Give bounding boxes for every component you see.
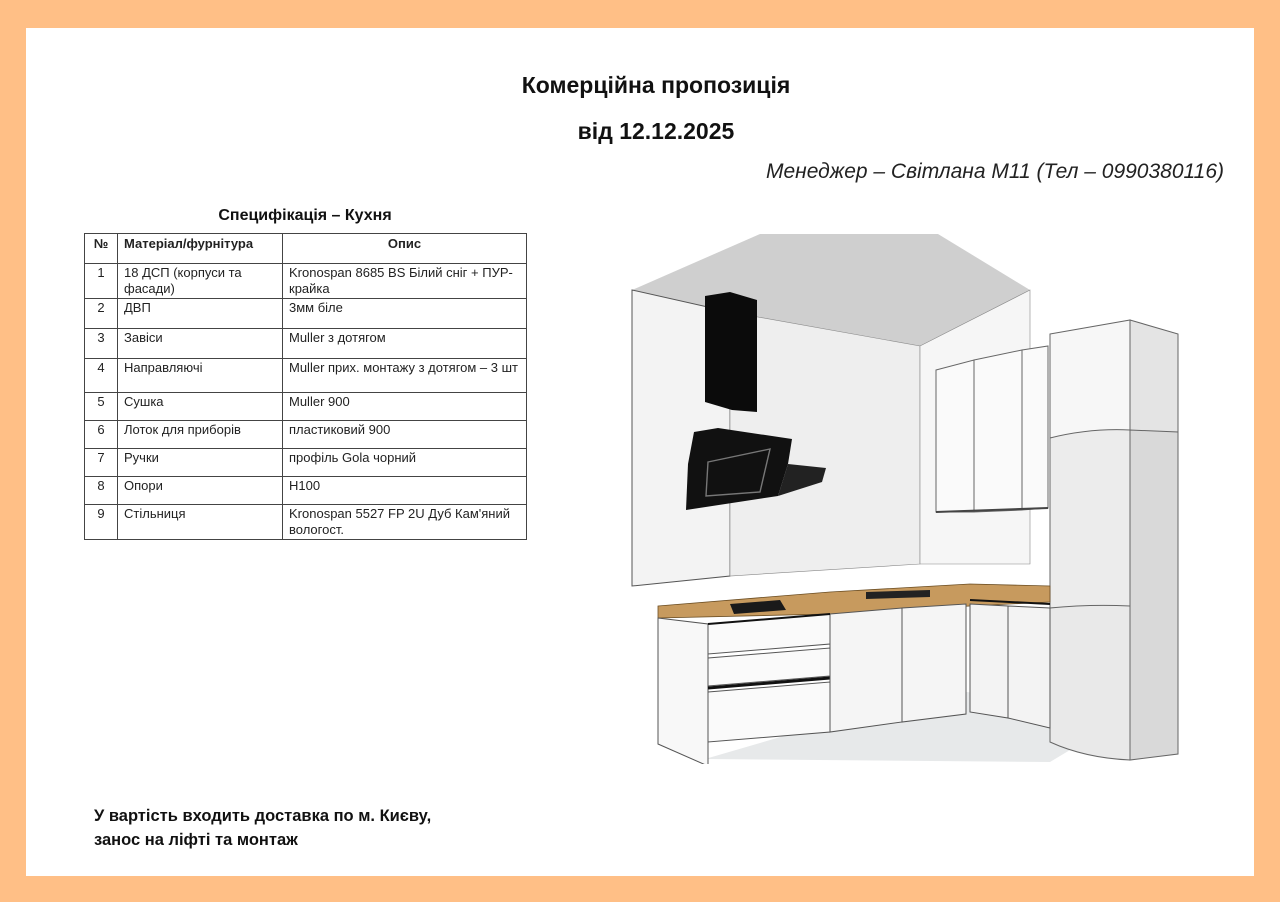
table-row [85, 299, 527, 329]
spec-table [84, 233, 527, 540]
row-material: Направляючі [118, 359, 283, 393]
col-description-header: Опис [283, 234, 527, 264]
manager-contact: Менеджер – Світлана М11 (Тел – 0990380116) [765, 160, 1224, 183]
row-number: 1 [85, 264, 118, 299]
row-material: Сушка [118, 393, 283, 421]
table-row [85, 505, 527, 540]
row-material: ДВП [118, 299, 283, 329]
row-description: 3мм біле [283, 299, 527, 329]
table-row [85, 264, 527, 299]
delivery-note-line1: У вартість входить доставка по м. Києву, [94, 807, 432, 825]
row-description: Muller прих. монтажу з дотягом – 3 шт [283, 359, 527, 393]
row-number: 6 [85, 421, 118, 449]
row-description: профіль Gola чорний [283, 449, 527, 477]
row-number: 9 [85, 505, 118, 540]
table-row [85, 359, 527, 393]
row-material: Лоток для приборів [118, 421, 283, 449]
table-row [85, 477, 527, 505]
offer-date: від 12.12.2025 [577, 118, 735, 144]
col-number-header: № [85, 234, 118, 264]
row-number: 5 [85, 393, 118, 421]
fridge-column [1050, 320, 1178, 760]
row-material: Опори [118, 477, 283, 505]
page-title: Комерційна пропозиція [521, 72, 791, 98]
table-row [85, 393, 527, 421]
delivery-note [94, 804, 431, 852]
row-description: H100 [283, 477, 527, 505]
row-number: 7 [85, 449, 118, 477]
row-number: 4 [85, 359, 118, 393]
row-material: Стільниця [118, 505, 283, 540]
row-material: 18 ДСП (корпуси та фасади) [118, 264, 283, 299]
row-material: Завіси [118, 329, 283, 359]
upper-cabinets [936, 346, 1048, 512]
row-number: 2 [85, 299, 118, 329]
table-row [85, 329, 527, 359]
row-description: Kronospan 5527 FP 2U Дуб Кам'яний вологост. [283, 505, 527, 540]
row-material: Ручки [118, 449, 283, 477]
spec-title: Специфікація – Кухня [218, 207, 392, 224]
delivery-note-line2: занос на ліфті та монтаж [94, 831, 298, 849]
row-description: Kronospan 8685 BS Білий сніг + ПУР-крайка [283, 264, 527, 299]
table-row [85, 449, 527, 477]
row-number: 3 [85, 329, 118, 359]
offer-sheet [26, 28, 1254, 876]
col-material-header: Матеріал/фурнітура [118, 234, 283, 264]
row-number: 8 [85, 477, 118, 505]
kitchen-render [630, 234, 1190, 764]
row-description: пластиковий 900 [283, 421, 527, 449]
spec-header-row [85, 234, 527, 264]
row-description: Muller з дотягом [283, 329, 527, 359]
table-row [85, 421, 527, 449]
row-description: Muller 900 [283, 393, 527, 421]
